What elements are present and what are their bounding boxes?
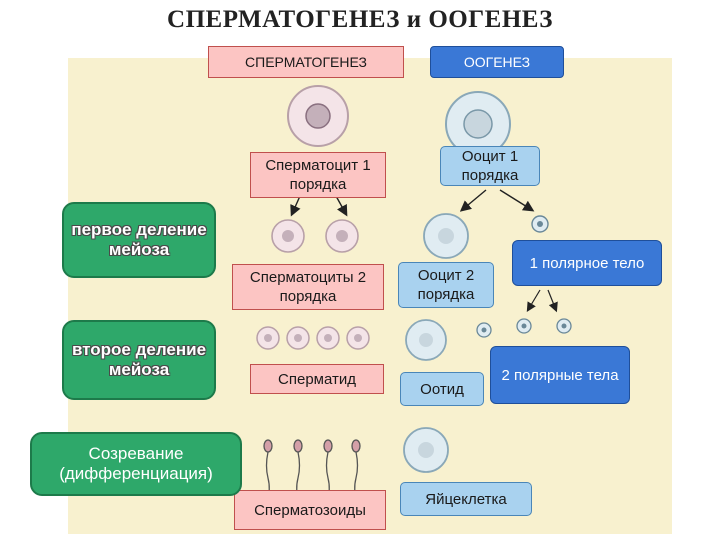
spermatocytes-2-label: Сперматоциты 2 порядка	[232, 264, 384, 310]
egg-cell	[404, 428, 448, 472]
meiosis-2-label: второе деление мейоза	[62, 320, 216, 400]
polar-bodies-2-label: 2 полярные тела	[490, 346, 630, 404]
oocyte-1-label: Ооцит 1 порядка	[440, 146, 540, 186]
diagram-title: СПЕРМАТОГЕНЕЗ и ООГЕНЕЗ	[167, 6, 553, 33]
spermatocyte-2-cell	[326, 220, 358, 252]
oocyte-2-label: Ооцит 2 порядка	[398, 262, 494, 308]
arrow	[462, 190, 486, 210]
arrow	[548, 290, 556, 310]
maturation-label: Созревание (дифференциация)	[30, 432, 242, 496]
arrow	[528, 290, 540, 310]
polar-body-1-label: 1 полярное тело	[512, 240, 662, 286]
spermatogenesis-header: СПЕРМАТОГЕНЕЗ	[208, 46, 404, 78]
oogenesis-header: ООГЕНЕЗ	[430, 46, 564, 78]
polar-body-1-cell	[532, 216, 548, 232]
egg-cell-label: Яйцеклетка	[400, 482, 532, 516]
oocyte-2-cell	[424, 214, 468, 258]
polar-body-2-cells	[477, 319, 571, 337]
ootid-cell	[406, 320, 446, 360]
ootid-label: Оотид	[400, 372, 484, 406]
arrow	[336, 196, 346, 214]
spermatocyte-1-label: Сперматоцит 1 порядка	[250, 152, 386, 198]
spermatocyte-2-cell	[272, 220, 304, 252]
spermatid-label: Сперматид	[250, 364, 384, 394]
spermatid-cells	[257, 327, 369, 349]
arrow	[500, 190, 532, 210]
meiosis-1-label: первое деление мейоза	[62, 202, 216, 278]
arrow	[292, 196, 300, 214]
spermatozoa-label: Сперматозоиды	[234, 490, 386, 530]
spermatocyte-1-cell	[288, 86, 348, 146]
